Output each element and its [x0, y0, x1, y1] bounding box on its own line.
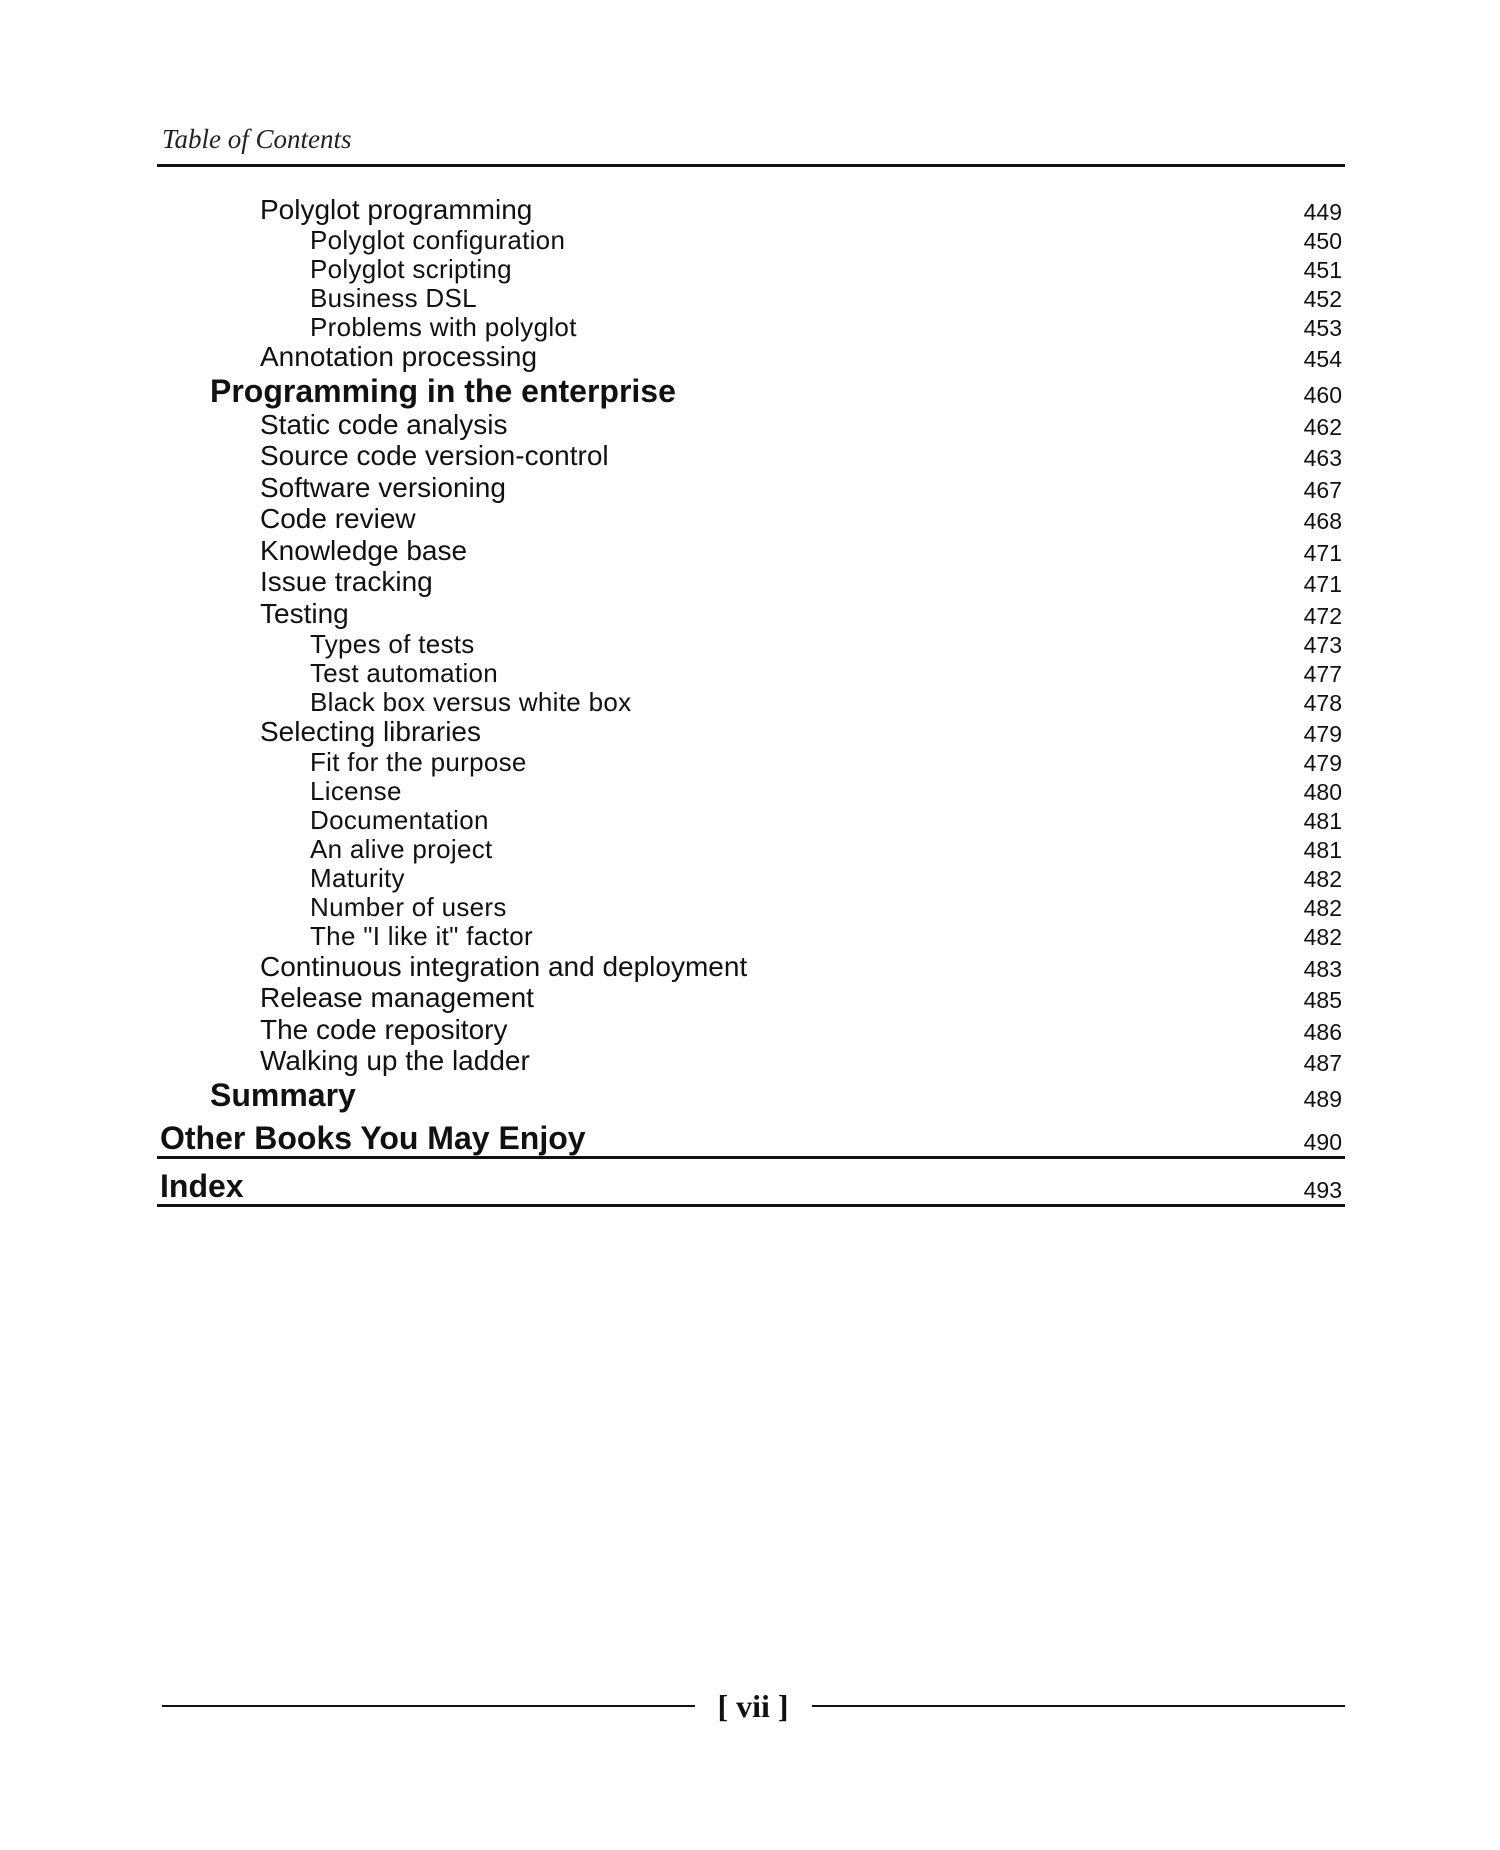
toc-entry-title: Selecting libraries [260, 716, 481, 747]
toc-entry-title: Source code version-control [260, 440, 609, 471]
toc-subsubsection-entry[interactable] [157, 253, 1345, 282]
toc-section-entry[interactable] [157, 1075, 1345, 1111]
toc-subsubsection-entry[interactable] [157, 862, 1345, 891]
toc-entry-page-number: 482 [1303, 866, 1342, 892]
toc-entry-page-number: 472 [1303, 602, 1342, 629]
toc-entry-page-number: 478 [1303, 689, 1342, 716]
toc-chapter-entry[interactable] [157, 1159, 1345, 1207]
toc-entry-page-number: 453 [1303, 314, 1342, 341]
toc-entry-page-number: 482 [1303, 924, 1342, 950]
toc-entry-page-number: 452 [1303, 285, 1342, 312]
toc-entry-page-number: 467 [1303, 476, 1342, 503]
toc-entry-title: Number of users [310, 892, 507, 922]
toc-entry-title: Release management [260, 982, 534, 1013]
toc-entry-page-number: 479 [1303, 750, 1342, 776]
toc-entry-page-number: 485 [1303, 987, 1342, 1013]
toc-subsubsection-entry[interactable] [157, 891, 1345, 920]
toc-subsubsection-entry[interactable] [157, 775, 1345, 804]
toc-subsection-entry[interactable] [157, 565, 1345, 597]
toc-subsubsection-entry[interactable] [157, 746, 1345, 775]
toc-subsection-entry[interactable] [157, 470, 1345, 502]
toc-entry-page-number: 451 [1303, 256, 1342, 283]
page-number: [ vii ] [717, 1688, 789, 1724]
toc-subsubsection-entry[interactable] [157, 311, 1345, 340]
toc-entry-page-number: 473 [1303, 631, 1342, 658]
toc-subsection-entry[interactable] [157, 439, 1345, 471]
toc-subsection-entry[interactable] [157, 596, 1345, 628]
toc-entry-page-number: 490 [1303, 1129, 1342, 1155]
toc-entry-page-number: 480 [1303, 779, 1342, 805]
toc-entry-title: The code repository [260, 1013, 508, 1045]
toc-entry-title: Black box versus white box [310, 686, 632, 717]
toc-entry-page-number: 482 [1303, 895, 1342, 921]
running-header: Table of Contents [162, 124, 352, 154]
toc-subsubsection-entry[interactable] [157, 657, 1345, 686]
toc-entry-title: The "I like it" factor [310, 921, 534, 951]
toc-entry-title: Fit for the purpose [310, 747, 527, 777]
footer-divider-right [812, 1705, 1345, 1707]
toc-entry-title: Polyglot configuration [310, 224, 566, 255]
toc-entry-page-number: 471 [1303, 539, 1342, 566]
toc-entry-title: Problems with polyglot [310, 311, 577, 342]
toc-entry-title: Code review [260, 503, 416, 534]
toc-entry-title: An alive project [310, 834, 493, 864]
toc-entry-page-number: 493 [1303, 1177, 1342, 1203]
toc-entry-title: License [310, 776, 402, 806]
toc-entry-title: Summary [210, 1077, 356, 1113]
toc-entry-title: Maturity [310, 863, 405, 893]
toc-subsubsection-entry[interactable] [157, 833, 1345, 862]
toc-entry-page-number: 449 [1303, 198, 1342, 225]
header-divider [157, 164, 1345, 167]
toc-entry-page-number: 489 [1303, 1086, 1342, 1112]
toc-subsection-entry[interactable] [157, 407, 1345, 439]
toc-subsubsection-entry[interactable] [157, 224, 1345, 253]
toc-subsection-entry[interactable] [157, 1012, 1345, 1044]
toc-entry-title: Software versioning [260, 471, 506, 503]
toc-entry-page-number: 477 [1303, 660, 1342, 687]
table-of-contents [157, 192, 1345, 1207]
toc-entry-page-number: 486 [1303, 1018, 1342, 1045]
toc-entry-title: Static code analysis [260, 408, 508, 440]
toc-entry-page-number: 468 [1303, 508, 1342, 534]
toc-entry-title: Walking up the ladder [260, 1045, 530, 1076]
toc-entry-page-number: 460 [1303, 382, 1342, 408]
toc-entry-title: Index [160, 1168, 244, 1204]
toc-entry-page-number: 479 [1303, 721, 1342, 747]
toc-entry-title: Polyglot programming [260, 193, 533, 225]
toc-subsection-entry[interactable] [157, 949, 1345, 981]
toc-entry-title: Business DSL [310, 282, 477, 313]
toc-subsection-entry[interactable] [157, 502, 1345, 534]
toc-entry-page-number: 462 [1303, 413, 1342, 440]
toc-subsubsection-entry[interactable] [157, 282, 1345, 311]
toc-entry-title: Testing [260, 597, 349, 629]
toc-entry-title: Test automation [310, 657, 499, 688]
toc-subsection-entry[interactable] [157, 533, 1345, 565]
toc-subsection-entry[interactable] [157, 1044, 1345, 1076]
toc-entry-title: Types of tests [310, 628, 475, 659]
toc-subsubsection-entry[interactable] [157, 628, 1345, 657]
toc-entry-page-number: 454 [1303, 346, 1342, 372]
toc-subsection-entry[interactable] [157, 340, 1345, 372]
toc-entry-page-number: 481 [1303, 837, 1342, 863]
toc-entry-title: Annotation processing [260, 341, 538, 372]
toc-entry-title: Other Books You May Enjoy [160, 1120, 586, 1156]
toc-section-entry[interactable] [157, 371, 1345, 407]
toc-subsection-entry[interactable] [157, 192, 1345, 224]
toc-entry-title: Programming in the enterprise [210, 373, 676, 409]
toc-entry-title: Polyglot scripting [310, 253, 512, 284]
toc-subsection-entry[interactable] [157, 981, 1345, 1013]
toc-subsection-entry[interactable] [157, 715, 1345, 747]
footer-divider-left [162, 1705, 695, 1707]
toc-entry-page-number: 487 [1303, 1050, 1342, 1076]
toc-entry-page-number: 450 [1303, 227, 1342, 254]
toc-entry-title: Issue tracking [260, 566, 433, 597]
toc-subsubsection-entry[interactable] [157, 686, 1345, 715]
toc-entry-page-number: 481 [1303, 808, 1342, 834]
toc-entry-page-number: 463 [1303, 445, 1342, 471]
toc-subsubsection-entry[interactable] [157, 804, 1345, 833]
toc-entry-title: Continuous integration and deployment [260, 950, 748, 982]
toc-entry-page-number: 471 [1303, 571, 1342, 597]
toc-chapter-entry[interactable] [157, 1111, 1345, 1159]
toc-subsubsection-entry[interactable] [157, 920, 1345, 949]
toc-entry-title: Knowledge base [260, 534, 468, 566]
toc-entry-title: Documentation [310, 805, 489, 835]
toc-entry-page-number: 483 [1303, 955, 1342, 982]
